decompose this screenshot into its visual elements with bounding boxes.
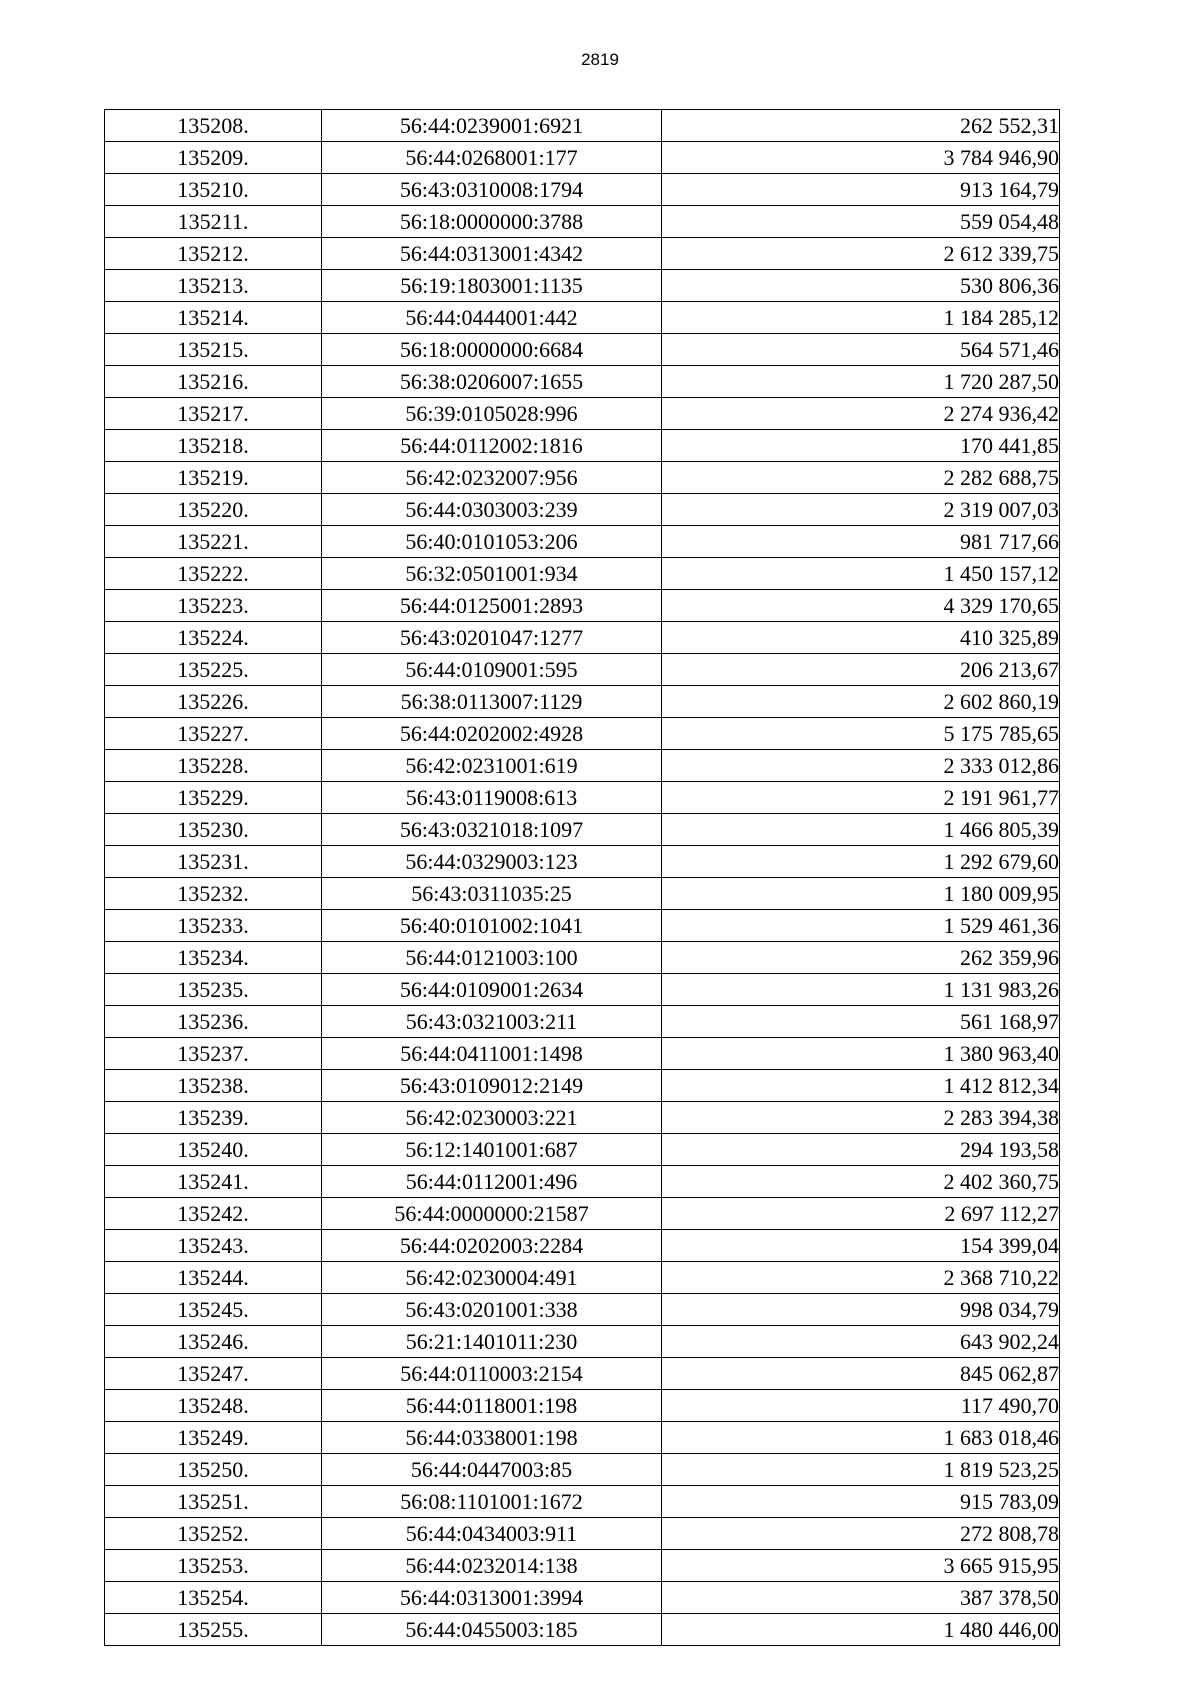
table-row (105, 1198, 1060, 1230)
cadastral-value-cell: 2 402 360,75 (662, 1166, 1060, 1198)
table-row (105, 1422, 1060, 1454)
cadastral-number-cell: 56:44:0000000:21587 (322, 1198, 662, 1230)
row-number-cell: 135226. (105, 686, 322, 718)
cadastral-number-cell: 56:08:1101001:1672 (322, 1486, 662, 1518)
row-number-cell: 135212. (105, 238, 322, 270)
cadastral-number-cell: 56:42:0230004:491 (322, 1262, 662, 1294)
row-number-cell: 135239. (105, 1102, 322, 1134)
row-number-cell: 135229. (105, 782, 322, 814)
cadastral-value-cell: 913 164,79 (662, 174, 1060, 206)
row-number-cell: 135249. (105, 1422, 322, 1454)
table-row (105, 1358, 1060, 1390)
table-row (105, 142, 1060, 174)
row-number-cell: 135208. (105, 110, 322, 142)
row-number-cell: 135234. (105, 942, 322, 974)
row-number-cell: 135237. (105, 1038, 322, 1070)
row-number-cell: 135243. (105, 1230, 322, 1262)
cadastral-number-cell: 56:44:0455003:185 (322, 1614, 662, 1646)
cadastral-number-cell: 56:18:0000000:3788 (322, 206, 662, 238)
cadastral-number-cell: 56:42:0232007:956 (322, 462, 662, 494)
table-row (105, 1518, 1060, 1550)
cadastral-number-cell: 56:44:0232014:138 (322, 1550, 662, 1582)
cadastral-value-cell: 564 571,46 (662, 334, 1060, 366)
row-number-cell: 135248. (105, 1390, 322, 1422)
cadastral-number-cell: 56:32:0501001:934 (322, 558, 662, 590)
table-row (105, 1294, 1060, 1326)
table-row (105, 910, 1060, 942)
cadastral-value-cell: 2 612 339,75 (662, 238, 1060, 270)
cadastral-number-cell: 56:40:0101002:1041 (322, 910, 662, 942)
table-row (105, 462, 1060, 494)
cadastral-number-cell: 56:44:0109001:595 (322, 654, 662, 686)
cadastral-value-cell: 1 683 018,46 (662, 1422, 1060, 1454)
cadastral-number-cell: 56:21:1401011:230 (322, 1326, 662, 1358)
table-body (105, 110, 1060, 1646)
table-row (105, 334, 1060, 366)
cadastral-number-cell: 56:43:0201001:338 (322, 1294, 662, 1326)
cadastral-value-cell: 561 168,97 (662, 1006, 1060, 1038)
cadastral-number-cell: 56:44:0313001:3994 (322, 1582, 662, 1614)
cadastral-number-cell: 56:44:0268001:177 (322, 142, 662, 174)
row-number-cell: 135214. (105, 302, 322, 334)
table-row (105, 654, 1060, 686)
cadastral-value-cell: 294 193,58 (662, 1134, 1060, 1166)
cadastral-number-cell: 56:44:0125001:2893 (322, 590, 662, 622)
table-row (105, 974, 1060, 1006)
cadastral-value-cell: 2 602 860,19 (662, 686, 1060, 718)
cadastral-value-cell: 981 717,66 (662, 526, 1060, 558)
row-number-cell: 135254. (105, 1582, 322, 1614)
row-number-cell: 135225. (105, 654, 322, 686)
row-number-cell: 135209. (105, 142, 322, 174)
row-number-cell: 135242. (105, 1198, 322, 1230)
table-row (105, 398, 1060, 430)
row-number-cell: 135238. (105, 1070, 322, 1102)
cadastral-value-cell: 1 380 963,40 (662, 1038, 1060, 1070)
cadastral-value-cell: 1 131 983,26 (662, 974, 1060, 1006)
row-number-cell: 135228. (105, 750, 322, 782)
cadastral-number-cell: 56:44:0313001:4342 (322, 238, 662, 270)
cadastral-number-cell: 56:43:0311035:25 (322, 878, 662, 910)
cadastral-number-cell: 56:42:0231001:619 (322, 750, 662, 782)
row-number-cell: 135250. (105, 1454, 322, 1486)
table-row (105, 590, 1060, 622)
cadastral-value-cell: 262 552,31 (662, 110, 1060, 142)
cadastral-number-cell: 56:42:0230003:221 (322, 1102, 662, 1134)
cadastral-value-cell: 117 490,70 (662, 1390, 1060, 1422)
cadastral-value-cell: 2 191 961,77 (662, 782, 1060, 814)
cadastral-value-cell: 2 319 007,03 (662, 494, 1060, 526)
row-number-cell: 135215. (105, 334, 322, 366)
table-row (105, 302, 1060, 334)
cadastral-number-cell: 56:44:0110003:2154 (322, 1358, 662, 1390)
cadastral-number-cell: 56:44:0411001:1498 (322, 1038, 662, 1070)
cadastral-number-cell: 56:44:0447003:85 (322, 1454, 662, 1486)
table-row (105, 494, 1060, 526)
row-number-cell: 135219. (105, 462, 322, 494)
row-number-cell: 135227. (105, 718, 322, 750)
row-number-cell: 135211. (105, 206, 322, 238)
cadastral-value-cell: 1 292 679,60 (662, 846, 1060, 878)
cadastral-value-cell: 154 399,04 (662, 1230, 1060, 1262)
table-row (105, 718, 1060, 750)
table-row (105, 1550, 1060, 1582)
cadastral-number-cell: 56:44:0434003:911 (322, 1518, 662, 1550)
cadastral-value-cell: 4 329 170,65 (662, 590, 1060, 622)
table-row (105, 238, 1060, 270)
cadastral-value-cell: 1 180 009,95 (662, 878, 1060, 910)
cadastral-value-table (104, 109, 1060, 1646)
cadastral-number-cell: 56:44:0112002:1816 (322, 430, 662, 462)
table-row (105, 1070, 1060, 1102)
cadastral-value-cell: 2 274 936,42 (662, 398, 1060, 430)
cadastral-value-cell: 272 808,78 (662, 1518, 1060, 1550)
row-number-cell: 135247. (105, 1358, 322, 1390)
row-number-cell: 135210. (105, 174, 322, 206)
row-number-cell: 135235. (105, 974, 322, 1006)
table-row (105, 206, 1060, 238)
table-row (105, 942, 1060, 974)
row-number-cell: 135251. (105, 1486, 322, 1518)
cadastral-value-cell: 1 450 157,12 (662, 558, 1060, 590)
table-row (105, 878, 1060, 910)
cadastral-number-cell: 56:39:0105028:996 (322, 398, 662, 430)
table-row (105, 270, 1060, 302)
cadastral-number-cell: 56:44:0112001:496 (322, 1166, 662, 1198)
cadastral-number-cell: 56:40:0101053:206 (322, 526, 662, 558)
cadastral-number-cell: 56:44:0329003:123 (322, 846, 662, 878)
cadastral-value-cell: 1 412 812,34 (662, 1070, 1060, 1102)
row-number-cell: 135222. (105, 558, 322, 590)
row-number-cell: 135233. (105, 910, 322, 942)
table-row (105, 686, 1060, 718)
row-number-cell: 135246. (105, 1326, 322, 1358)
table-row (105, 846, 1060, 878)
cadastral-value-cell: 2 333 012,86 (662, 750, 1060, 782)
table-row (105, 1454, 1060, 1486)
table-row (105, 1614, 1060, 1646)
cadastral-value-cell: 262 359,96 (662, 942, 1060, 974)
cadastral-value-cell: 5 175 785,65 (662, 718, 1060, 750)
cadastral-number-cell: 56:44:0121003:100 (322, 942, 662, 974)
cadastral-number-cell: 56:44:0444001:442 (322, 302, 662, 334)
table-row (105, 1102, 1060, 1134)
cadastral-value-cell: 559 054,48 (662, 206, 1060, 238)
row-number-cell: 135232. (105, 878, 322, 910)
row-number-cell: 135255. (105, 1614, 322, 1646)
table-row (105, 1326, 1060, 1358)
table-row (105, 814, 1060, 846)
row-number-cell: 135218. (105, 430, 322, 462)
cadastral-number-cell: 56:44:0239001:6921 (322, 110, 662, 142)
table-row (105, 526, 1060, 558)
cadastral-value-cell: 1 184 285,12 (662, 302, 1060, 334)
cadastral-number-cell: 56:44:0109001:2634 (322, 974, 662, 1006)
cadastral-number-cell: 56:44:0338001:198 (322, 1422, 662, 1454)
table-row (105, 1262, 1060, 1294)
row-number-cell: 135216. (105, 366, 322, 398)
cadastral-number-cell: 56:43:0321003:211 (322, 1006, 662, 1038)
cadastral-value-cell: 915 783,09 (662, 1486, 1060, 1518)
row-number-cell: 135236. (105, 1006, 322, 1038)
cadastral-value-cell: 845 062,87 (662, 1358, 1060, 1390)
cadastral-number-cell: 56:43:0109012:2149 (322, 1070, 662, 1102)
cadastral-number-cell: 56:43:0321018:1097 (322, 814, 662, 846)
cadastral-number-cell: 56:19:1803001:1135 (322, 270, 662, 302)
table-row (105, 110, 1060, 142)
cadastral-number-cell: 56:43:0201047:1277 (322, 622, 662, 654)
table-row (105, 1390, 1060, 1422)
table-row (105, 1230, 1060, 1262)
table-row (105, 430, 1060, 462)
cadastral-value-cell: 2 697 112,27 (662, 1198, 1060, 1230)
row-number-cell: 135241. (105, 1166, 322, 1198)
cadastral-value-cell: 3 665 915,95 (662, 1550, 1060, 1582)
cadastral-value-cell: 1 480 446,00 (662, 1614, 1060, 1646)
cadastral-number-cell: 56:44:0202003:2284 (322, 1230, 662, 1262)
cadastral-value-cell: 410 325,89 (662, 622, 1060, 654)
table-row (105, 1166, 1060, 1198)
table-row (105, 782, 1060, 814)
cadastral-value-cell: 1 529 461,36 (662, 910, 1060, 942)
cadastral-value-cell: 387 378,50 (662, 1582, 1060, 1614)
row-number-cell: 135223. (105, 590, 322, 622)
cadastral-number-cell: 56:44:0303003:239 (322, 494, 662, 526)
table-row (105, 1038, 1060, 1070)
cadastral-number-cell: 56:43:0119008:613 (322, 782, 662, 814)
cadastral-number-cell: 56:44:0118001:198 (322, 1390, 662, 1422)
cadastral-number-cell: 56:44:0202002:4928 (322, 718, 662, 750)
row-number-cell: 135220. (105, 494, 322, 526)
cadastral-value-cell: 3 784 946,90 (662, 142, 1060, 174)
table-row (105, 1134, 1060, 1166)
cadastral-value-cell: 530 806,36 (662, 270, 1060, 302)
cadastral-value-cell: 1 466 805,39 (662, 814, 1060, 846)
cadastral-value-cell: 998 034,79 (662, 1294, 1060, 1326)
row-number-cell: 135252. (105, 1518, 322, 1550)
cadastral-value-cell: 2 282 688,75 (662, 462, 1060, 494)
cadastral-value-cell: 2 368 710,22 (662, 1262, 1060, 1294)
cadastral-number-cell: 56:43:0310008:1794 (322, 174, 662, 206)
row-number-cell: 135230. (105, 814, 322, 846)
table-row (105, 558, 1060, 590)
row-number-cell: 135231. (105, 846, 322, 878)
table-row (105, 1582, 1060, 1614)
cadastral-value-cell: 2 283 394,38 (662, 1102, 1060, 1134)
row-number-cell: 135221. (105, 526, 322, 558)
cadastral-value-cell: 1 819 523,25 (662, 1454, 1060, 1486)
row-number-cell: 135244. (105, 1262, 322, 1294)
page-number: 2819 (581, 50, 619, 69)
table-row (105, 750, 1060, 782)
cadastral-value-cell: 206 213,67 (662, 654, 1060, 686)
row-number-cell: 135253. (105, 1550, 322, 1582)
row-number-cell: 135245. (105, 1294, 322, 1326)
table-row (105, 366, 1060, 398)
cadastral-number-cell: 56:18:0000000:6684 (322, 334, 662, 366)
table-row (105, 1006, 1060, 1038)
table-row (105, 622, 1060, 654)
cadastral-value-cell: 643 902,24 (662, 1326, 1060, 1358)
row-number-cell: 135224. (105, 622, 322, 654)
cadastral-number-cell: 56:38:0113007:1129 (322, 686, 662, 718)
row-number-cell: 135240. (105, 1134, 322, 1166)
cadastral-value-cell: 170 441,85 (662, 430, 1060, 462)
cadastral-value-cell: 1 720 287,50 (662, 366, 1060, 398)
table-row (105, 174, 1060, 206)
row-number-cell: 135213. (105, 270, 322, 302)
cadastral-number-cell: 56:38:0206007:1655 (322, 366, 662, 398)
table-row (105, 1486, 1060, 1518)
row-number-cell: 135217. (105, 398, 322, 430)
cadastral-number-cell: 56:12:1401001:687 (322, 1134, 662, 1166)
